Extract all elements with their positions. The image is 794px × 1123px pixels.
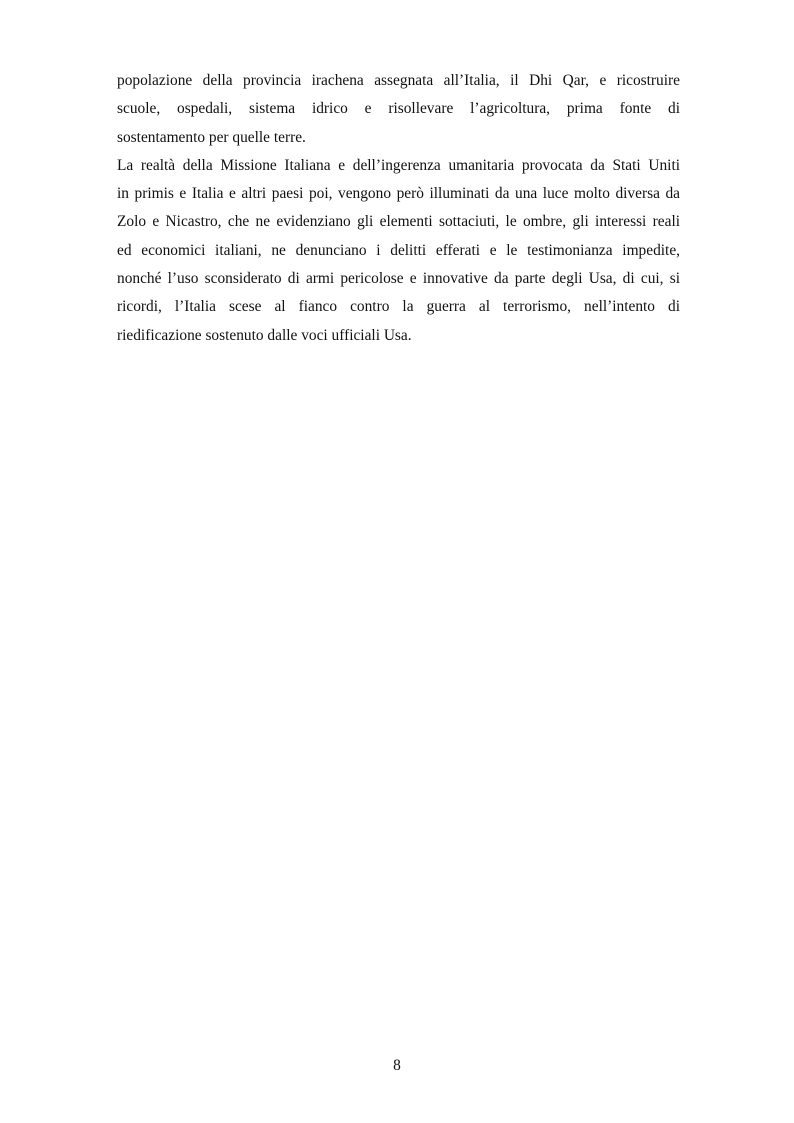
text-line: nonché l’uso sconsiderato di armi pericolose e innovative da parte degli Usa, di cui, si — [117, 270, 680, 288]
text-line: La realtà della Missione Italiana e dell’ingerenza umanitaria provocata da Stati Uniti — [117, 156, 680, 174]
page-number: 8 — [393, 1057, 401, 1074]
text-line: popolazione della provincia irachena assegnata all’Italia, il Dhi Qar, e ricostruire — [117, 72, 680, 89]
paragraph-2 — [117, 152, 680, 350]
text-line: scuole, ospedali, sistema idrico e risollevare l’agricoltura, prima fonte di — [117, 100, 680, 118]
paragraph-1 — [117, 67, 680, 152]
text-line: in primis e Italia e altri paesi poi, vengono però illuminati da una luce molto diversa da — [117, 185, 680, 203]
text-line: sostentamento per quelle terre. — [117, 128, 306, 146]
text-line: ed economici italiani, ne denunciano i delitti efferati e le testimonianza impedite, — [117, 241, 680, 259]
text-line: ricordi, l’Italia scese al fianco contro la guerra al terrorismo, nell’intento di — [117, 298, 680, 316]
text-line: riedificazione sostenuto dalle voci ufficiali Usa. — [117, 326, 412, 344]
text-line: Zolo e Nicastro, che ne evidenziano gli elementi sottaciuti, le ombre, gli interessi reali — [117, 213, 680, 231]
body-text — [117, 67, 680, 350]
